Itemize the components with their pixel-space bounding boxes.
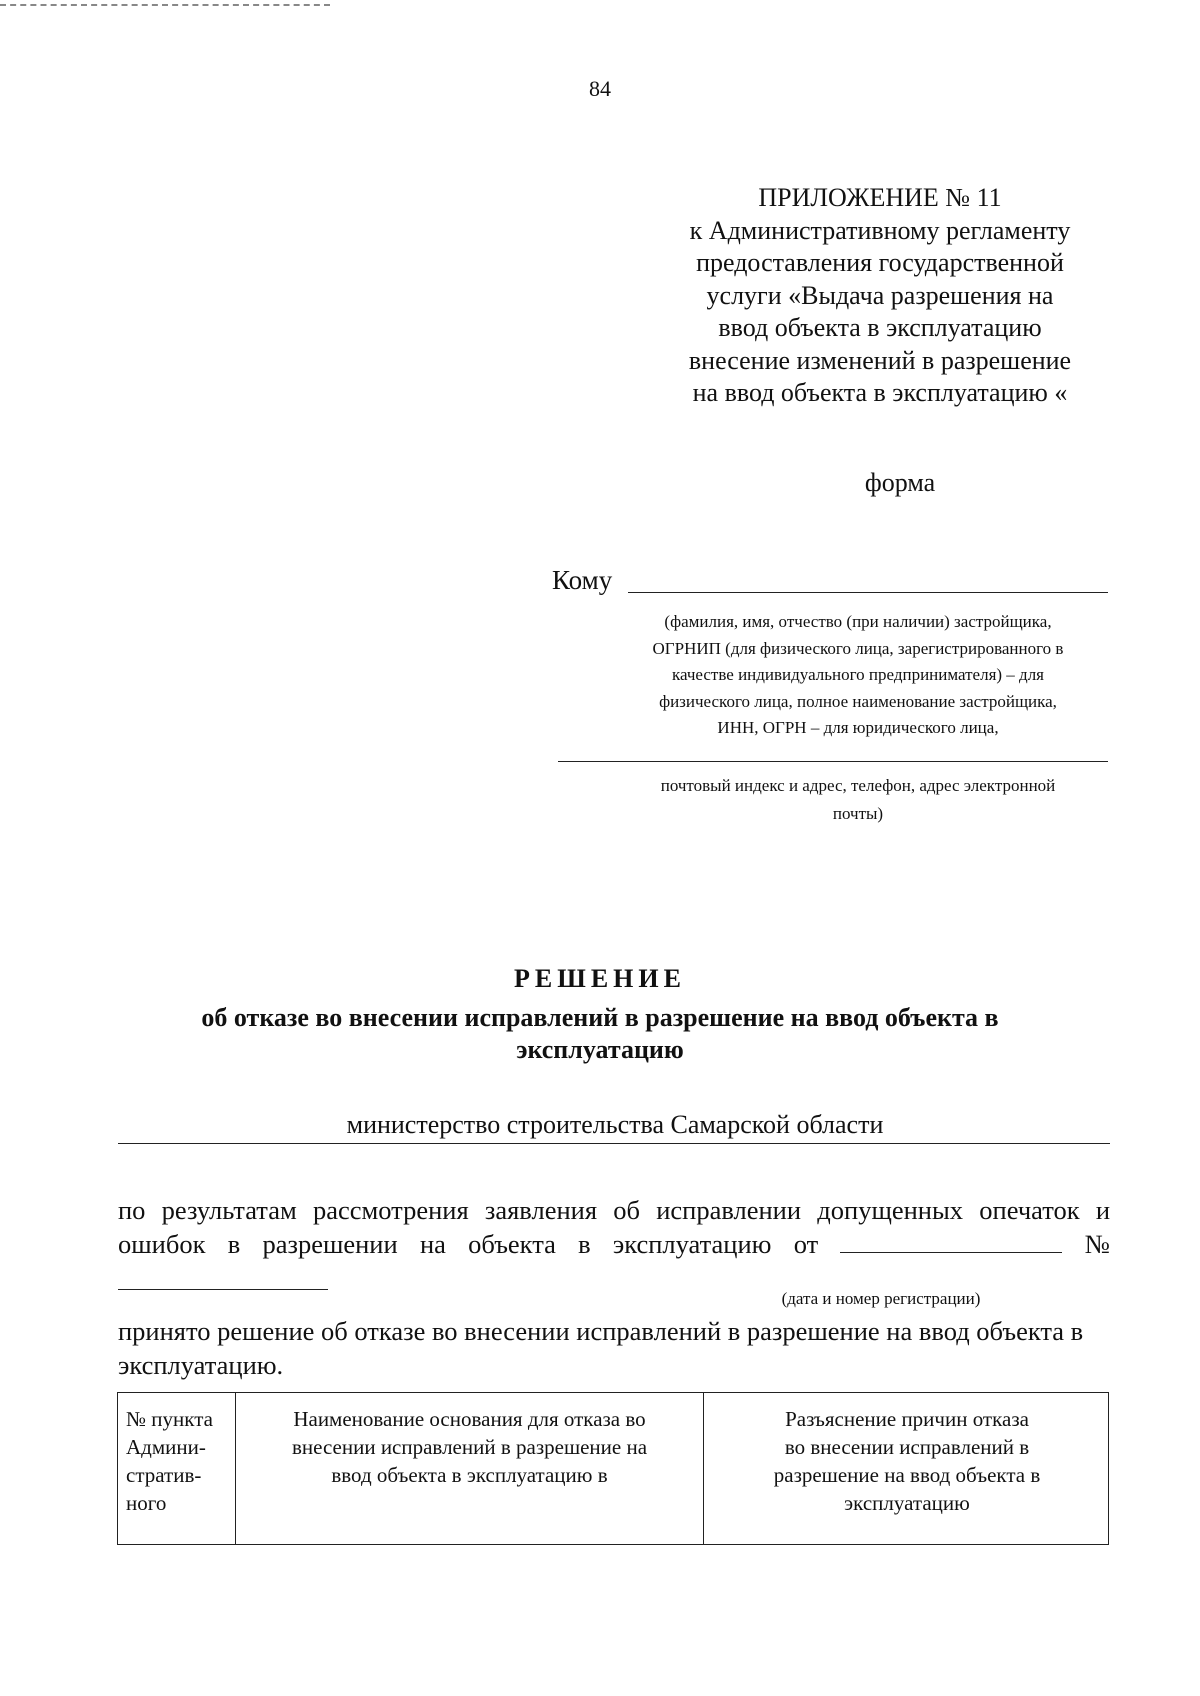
- table-header-cell: [118, 1393, 236, 1544]
- recipient-note-line: ИНН, ОГРН – для юридического лица,: [717, 718, 999, 737]
- word: на: [419, 1229, 446, 1259]
- word: исправлении: [656, 1195, 802, 1225]
- word: по: [118, 1195, 146, 1225]
- recipient-label: Кому: [552, 565, 613, 595]
- decision-subtitle: [150, 1002, 1050, 1066]
- date-field-line: [840, 1232, 1062, 1253]
- body-line-1: [118, 1193, 1110, 1227]
- header-line: ного: [126, 1491, 167, 1515]
- appendix-line: услуги «Выдача разрешения на: [706, 280, 1054, 310]
- address-note: [608, 772, 1108, 828]
- recipient-name-field-line: [628, 592, 1108, 593]
- recipient-note-line: (фамилия, имя, отчество (при наличии) застройщика,: [664, 612, 1052, 631]
- registration-note: (дата и номер регистрации): [781, 1289, 981, 1308]
- recipient-note-line: физического лица, полное наименование застройщика,: [659, 691, 1057, 711]
- appendix-line: внесение изменений в разрешение: [688, 345, 1072, 375]
- header-line: ввод объекта в эксплуатацию в: [331, 1463, 608, 1487]
- word: ошибок: [118, 1229, 206, 1259]
- word: результатам: [161, 1195, 297, 1225]
- body-line-2: [118, 1227, 1110, 1261]
- word: рассмотрения: [312, 1195, 469, 1225]
- word: эксплуатацию: [612, 1229, 772, 1259]
- body-paragraph-1: [118, 1193, 1110, 1261]
- recipient-address-field-line: [558, 761, 1108, 762]
- word: допущенных: [817, 1195, 964, 1225]
- appendix-line: предоставления государственной: [696, 248, 1064, 277]
- word: и: [1095, 1195, 1110, 1225]
- recipient-note: [608, 609, 1108, 742]
- header-line: во внесении исправлений в: [784, 1435, 1030, 1459]
- scan-artifact-dashes: [0, 4, 330, 6]
- appendix-line: к Административному регламенту: [689, 215, 1071, 245]
- number-sign: №: [1084, 1229, 1110, 1259]
- word: объекта: [468, 1229, 556, 1259]
- table-header-cell: [236, 1393, 704, 1544]
- word: заявления: [484, 1195, 598, 1225]
- form-label: форма: [864, 468, 936, 497]
- decision-subtitle-line: эксплуатацию: [516, 1035, 684, 1064]
- decision-subtitle-line: об отказе во внесении исправлений в разрешение на ввод объекта в: [201, 1003, 999, 1032]
- header-line: № пункта: [126, 1407, 213, 1431]
- appendix-line: ввод объекта в эксплуатацию: [718, 313, 1042, 342]
- recipient-note-line: ОГРНИП (для физического лица, зарегистрированного в: [652, 638, 1064, 658]
- header-line: эксплуатацию: [844, 1491, 970, 1515]
- ministry-name: министерство строительства Самарской области: [346, 1110, 884, 1139]
- word: в: [227, 1229, 241, 1259]
- address-note-line: почты): [832, 804, 884, 823]
- appendix-line: ПРИЛОЖЕНИЕ № 11: [758, 183, 1002, 212]
- registration-number-field-line: [118, 1289, 328, 1290]
- decision-title: РЕШЕНИЕ: [514, 964, 686, 993]
- word: от: [793, 1229, 819, 1259]
- word: разрешении: [262, 1229, 398, 1259]
- header-line: внесении исправлений в разрешение на: [291, 1435, 648, 1459]
- page-number: 84: [589, 76, 611, 101]
- header-line: Наименование основания для отказа во: [293, 1407, 646, 1431]
- ministry-underline: [118, 1143, 1110, 1144]
- address-note-line: почтовый индекс и адрес, телефон, адрес электронной: [660, 776, 1056, 795]
- header-line: разрешение на ввод объекта в: [773, 1463, 1041, 1487]
- word: об: [613, 1195, 640, 1225]
- reasons-table: [117, 1392, 1109, 1545]
- word: в: [578, 1229, 591, 1259]
- table-header-cell: [704, 1393, 1110, 1544]
- appendix-line: на ввод объекта в эксплуатацию «: [692, 378, 1068, 407]
- body-paragraph-2: принято решение об отказе во внесении исправлений в разрешение на ввод объекта в эксплуатацию.: [118, 1316, 1084, 1380]
- recipient-note-line: качестве индивидуального предпринимателя) – для: [672, 665, 1044, 684]
- header-line: Разъяснение причин отказа: [785, 1407, 1029, 1431]
- appendix-header: [640, 182, 1120, 410]
- header-line: Админи-: [126, 1435, 206, 1459]
- header-line: стратив-: [126, 1463, 202, 1487]
- word: опечаток: [979, 1195, 1080, 1225]
